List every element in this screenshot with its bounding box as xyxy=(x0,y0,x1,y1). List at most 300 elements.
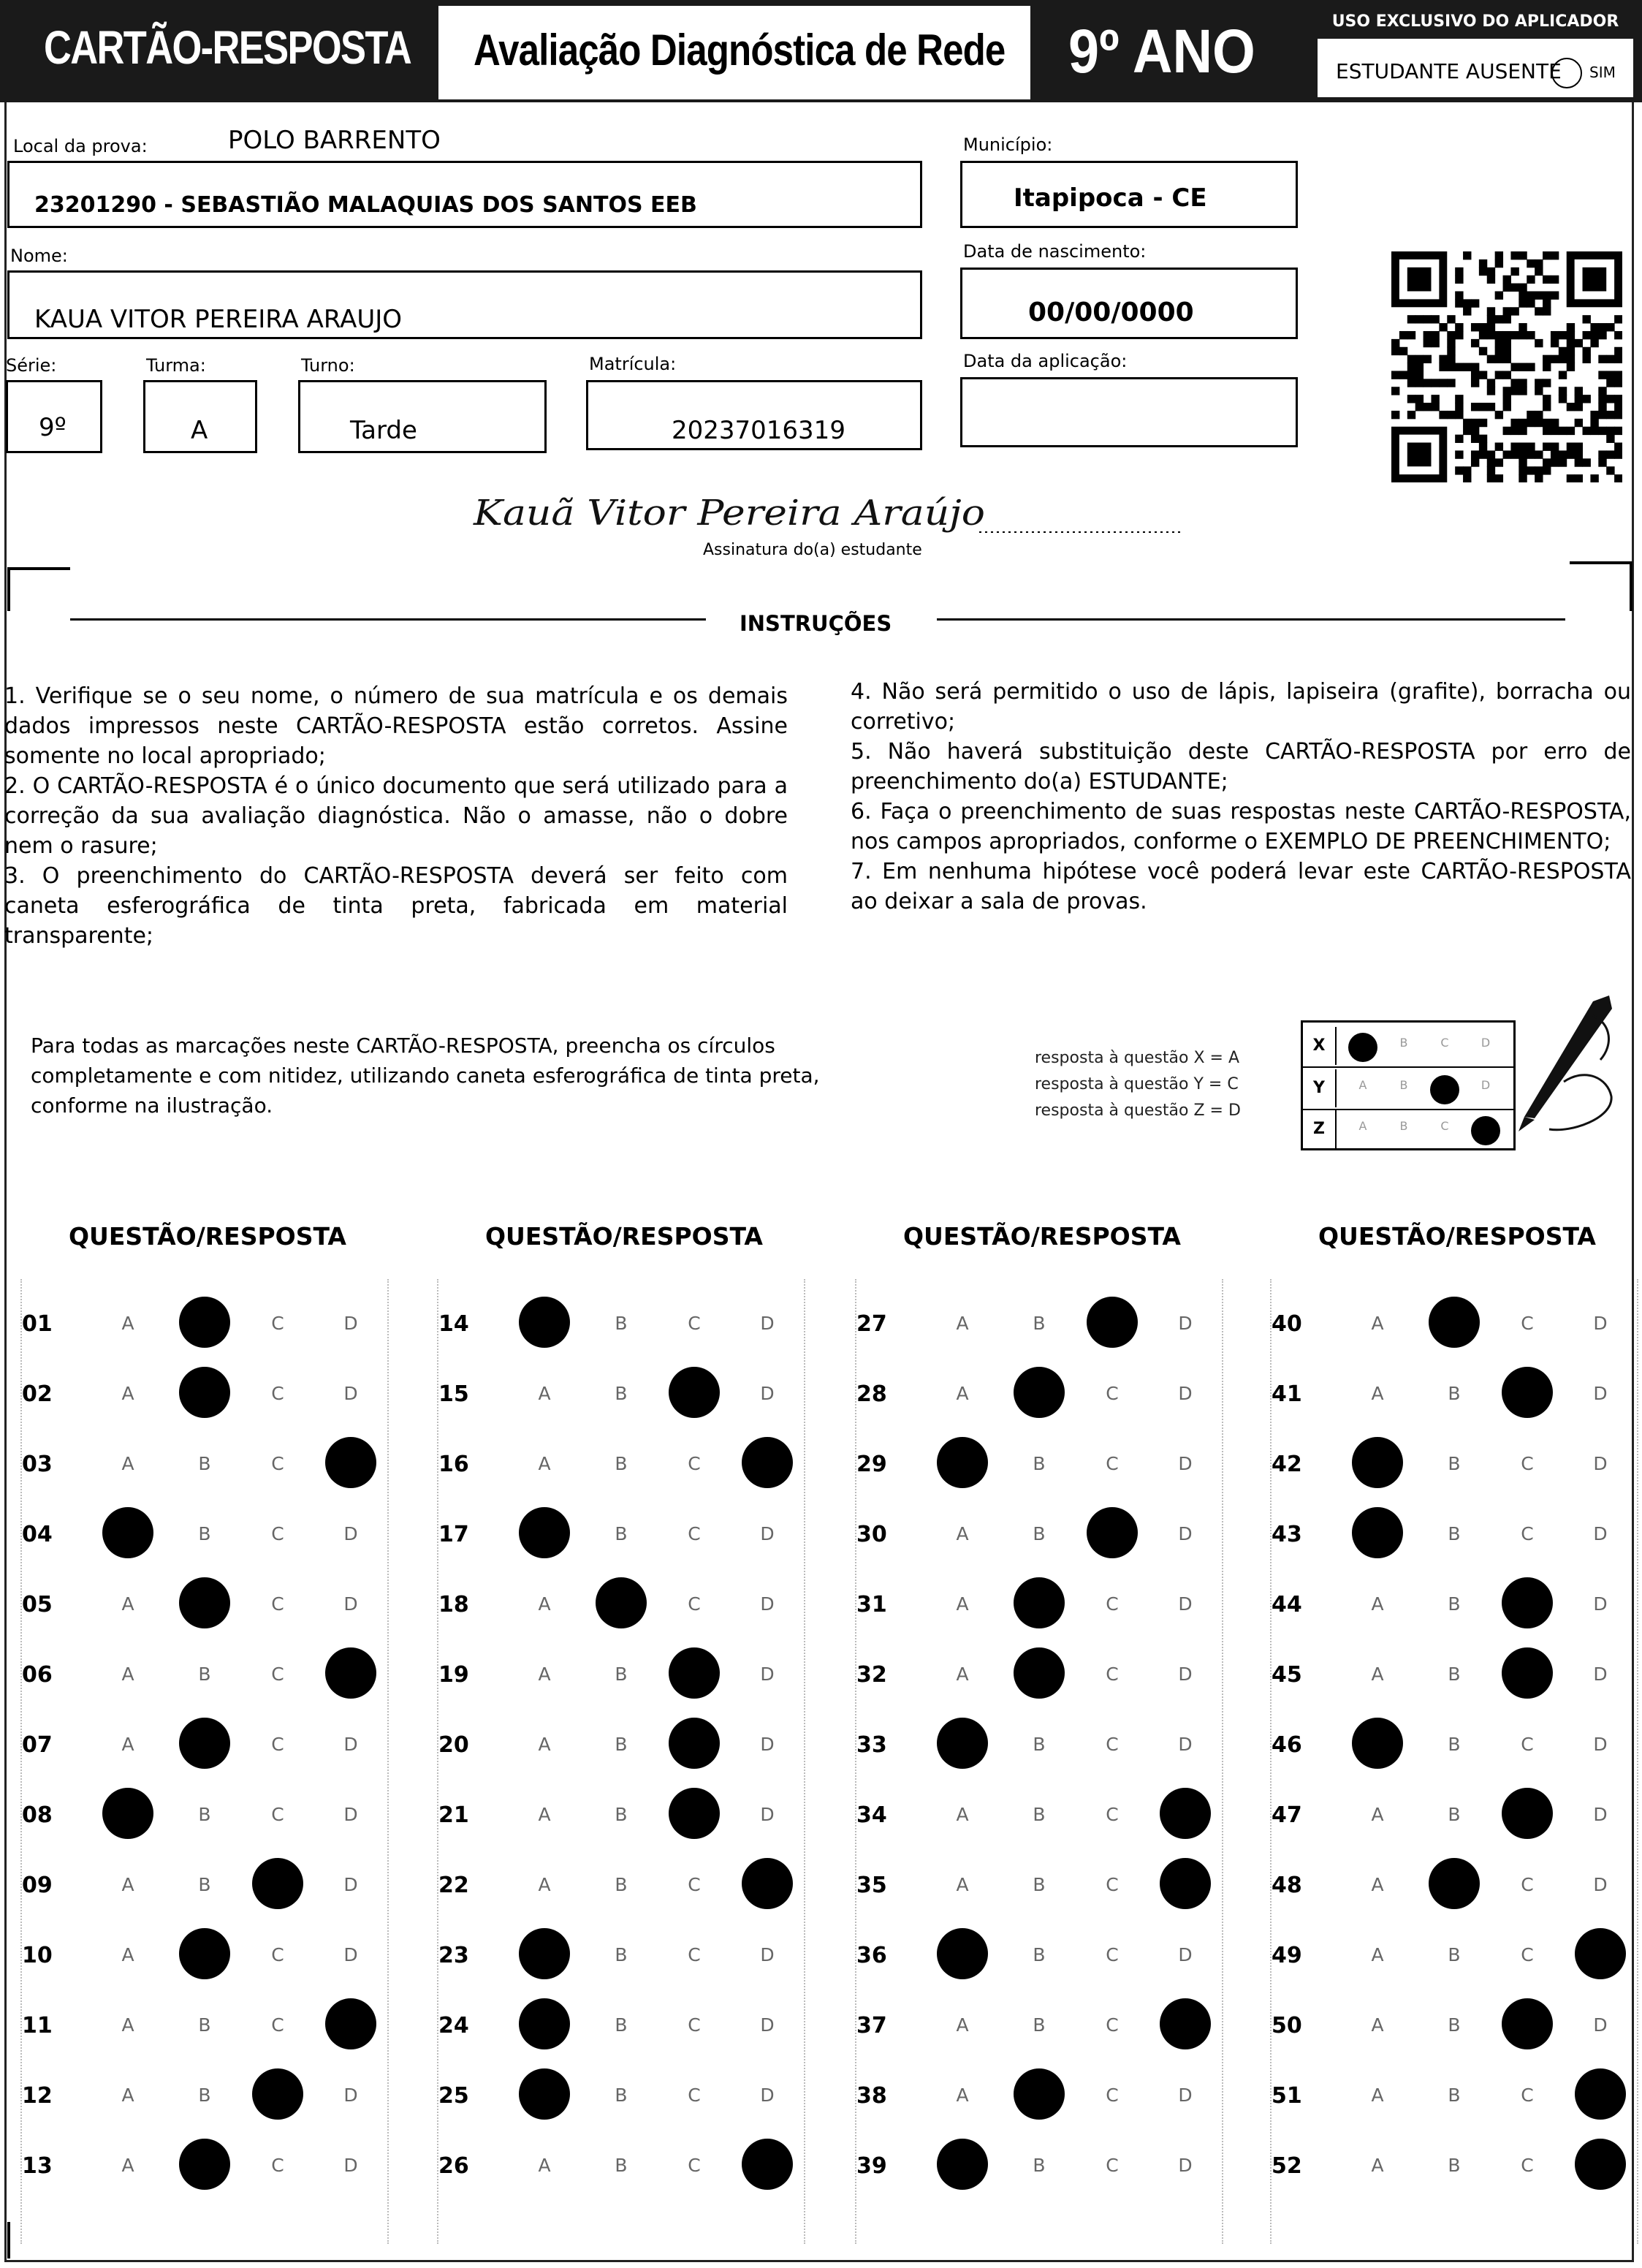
answer-bubble[interactable]: C xyxy=(271,1734,284,1755)
answer-bubble[interactable]: C xyxy=(688,1453,701,1474)
answer-bubble[interactable]: A xyxy=(121,1664,134,1685)
answer-bubble[interactable]: A xyxy=(956,1383,969,1404)
answer-bubble[interactable]: A xyxy=(538,1874,551,1895)
question-number: 07 xyxy=(22,1732,53,1758)
answer-bubble[interactable]: C xyxy=(271,1523,284,1544)
answer-row xyxy=(22,2066,387,2124)
answer-bubble[interactable]: D xyxy=(1178,1313,1193,1334)
matricula-value: 20237016319 xyxy=(672,416,845,445)
filled-bubble[interactable] xyxy=(1014,1577,1065,1628)
answer-bubble[interactable]: C xyxy=(1521,1523,1534,1544)
instruction-item: 5. Não haverá substituição deste CARTÃO-RESPOSTA por erro de preenchimento do(a) ESTUDANTE; xyxy=(851,739,1631,794)
answer-bubble[interactable]: B xyxy=(1448,2014,1461,2036)
answer-bubble[interactable]: A xyxy=(538,1804,551,1825)
answer-bubble[interactable]: A xyxy=(538,2155,551,2176)
question-number: 29 xyxy=(856,1452,887,1477)
answer-bubble[interactable]: A xyxy=(1371,1664,1384,1685)
example-filled-bubble xyxy=(1348,1033,1377,1062)
answer-bubble[interactable]: B xyxy=(615,2014,628,2036)
answer-bubble[interactable]: B xyxy=(198,1523,211,1544)
answer-bubble[interactable]: B xyxy=(1033,2014,1046,2036)
answer-bubble[interactable]: C xyxy=(1106,2014,1119,2036)
school-value: 23201290 - SEBASTIÃO MALAQUIAS DOS SANTOS EEB xyxy=(34,192,697,218)
answer-bubble[interactable]: A xyxy=(121,2014,134,2036)
answer-row xyxy=(22,1855,387,1914)
answer-bubble[interactable]: B xyxy=(198,2085,211,2106)
answer-bubble[interactable]: C xyxy=(1106,1593,1119,1615)
answer-bubble[interactable]: D xyxy=(760,1593,775,1615)
answer-bubble[interactable]: A xyxy=(1371,1804,1384,1825)
answer-bubble[interactable]: C xyxy=(271,1593,284,1615)
answer-bubble[interactable]: D xyxy=(1593,1734,1608,1755)
answer-bubble[interactable]: B xyxy=(1448,1593,1461,1615)
filled-bubble[interactable] xyxy=(742,2139,793,2190)
answer-bubble[interactable]: C xyxy=(1521,1734,1534,1755)
nome-field xyxy=(7,270,922,339)
answer-bubble[interactable]: A xyxy=(956,1804,969,1825)
question-number: 34 xyxy=(856,1802,887,1828)
answer-bubble[interactable]: C xyxy=(1521,1313,1534,1334)
answer-bubble[interactable]: B xyxy=(615,1383,628,1404)
answer-row xyxy=(1272,1645,1637,1703)
answer-row xyxy=(1272,1364,1637,1422)
filled-bubble[interactable] xyxy=(937,2139,988,2190)
answer-bubble[interactable]: C xyxy=(1106,1944,1119,1965)
answer-bubble[interactable]: B xyxy=(1448,1944,1461,1965)
answer-bubble[interactable]: D xyxy=(760,1313,775,1334)
answer-bubble[interactable]: C xyxy=(271,1664,284,1685)
answer-bubble[interactable]: C xyxy=(271,1804,284,1825)
nome-label: Nome: xyxy=(10,246,68,266)
question-number: 45 xyxy=(1272,1662,1302,1688)
answer-bubble[interactable]: D xyxy=(1593,1453,1608,1474)
question-number: 23 xyxy=(438,1943,469,1968)
question-number: 14 xyxy=(438,1311,469,1337)
answer-row xyxy=(856,1645,1222,1703)
filled-bubble[interactable] xyxy=(669,1367,720,1418)
answer-row xyxy=(438,1925,804,1984)
answer-bubble[interactable]: A xyxy=(121,1313,134,1334)
filled-bubble[interactable] xyxy=(179,1718,230,1769)
instruction-item: 3. O preenchimento do CARTÃO-RESPOSTA deverá ser feito com caneta esferográfica de tinta preta, fabricada em material transparente; xyxy=(4,863,788,949)
filled-bubble[interactable] xyxy=(179,1577,230,1628)
filled-bubble[interactable] xyxy=(1575,1928,1626,1979)
filled-bubble[interactable] xyxy=(669,1788,720,1839)
answer-bubble[interactable]: C xyxy=(271,1313,284,1334)
filled-bubble[interactable] xyxy=(1429,1297,1480,1348)
answer-bubble[interactable]: D xyxy=(343,1804,358,1825)
instruction-item: 7. Em nenhuma hipótese você poderá levar este CARTÃO-RESPOSTA ao deixar a sala de provas. xyxy=(851,859,1631,914)
filled-bubble[interactable] xyxy=(1014,2068,1065,2120)
filled-bubble[interactable] xyxy=(742,1437,793,1488)
question-number: 08 xyxy=(22,1802,53,1828)
answer-bubble[interactable]: B xyxy=(1033,1523,1046,1544)
answer-bubble[interactable]: B xyxy=(615,1874,628,1895)
nome-value: KAUA VITOR PEREIRA ARAUJO xyxy=(34,305,403,334)
answer-bubble[interactable]: D xyxy=(1178,1664,1193,1685)
answer-bubble[interactable]: A xyxy=(121,1383,134,1404)
answer-row xyxy=(1272,1925,1637,1984)
answer-bubble[interactable]: C xyxy=(1521,1874,1534,1895)
filled-bubble[interactable] xyxy=(1352,1718,1403,1769)
answer-bubble[interactable]: B xyxy=(615,2155,628,2176)
answer-bubble[interactable]: A xyxy=(538,1593,551,1615)
answer-bubble[interactable]: D xyxy=(1593,1523,1608,1544)
answer-bubble[interactable]: B xyxy=(615,1313,628,1334)
answer-bubble[interactable]: A xyxy=(121,1944,134,1965)
answer-bubble[interactable]: D xyxy=(343,1593,358,1615)
answer-row xyxy=(438,1574,804,1633)
question-number: 39 xyxy=(856,2153,887,2179)
answer-bubble[interactable]: A xyxy=(956,1593,969,1615)
answer-row xyxy=(856,1855,1222,1914)
question-number: 10 xyxy=(22,1943,53,1968)
answer-bubble[interactable]: A xyxy=(121,1453,134,1474)
answer-bubble[interactable]: D xyxy=(343,1523,358,1544)
question-number: 44 xyxy=(1272,1592,1302,1617)
filled-bubble[interactable] xyxy=(1429,1858,1480,1909)
answer-bubble[interactable]: B xyxy=(1033,2155,1046,2176)
qr-code-icon xyxy=(1391,251,1622,482)
answer-bubble[interactable]: D xyxy=(343,2085,358,2106)
answer-bubble[interactable]: D xyxy=(760,1734,775,1755)
answer-bubble[interactable]: B xyxy=(615,1804,628,1825)
instructions-title: INSTRUÇÕES xyxy=(740,611,892,636)
answer-row xyxy=(1272,1434,1637,1493)
answer-bubble[interactable]: C xyxy=(271,2155,284,2176)
question-number: 43 xyxy=(1272,1522,1302,1547)
answer-bubble[interactable]: B xyxy=(1448,1664,1461,1685)
answer-bubble[interactable]: D xyxy=(343,1313,358,1334)
answer-bubble[interactable]: A xyxy=(121,1734,134,1755)
answer-bubble[interactable]: C xyxy=(1521,1453,1534,1474)
answer-bubble[interactable]: B xyxy=(615,1944,628,1965)
filled-bubble[interactable] xyxy=(937,1437,988,1488)
filled-bubble[interactable] xyxy=(742,1858,793,1909)
filled-bubble[interactable] xyxy=(1502,1367,1553,1418)
answer-row xyxy=(1272,2136,1637,2194)
answer-bubble[interactable]: D xyxy=(343,1734,358,1755)
answer-bubble[interactable]: D xyxy=(1178,2085,1193,2106)
example-text: Para todas as marcações neste CARTÃO-RESPOSTA, preencha os círculos completamente e com nitidez, utilizando caneta esferográfica de tinta preta, conforme na ilustração. xyxy=(31,1034,820,1118)
answer-bubble[interactable]: D xyxy=(343,1874,358,1895)
absent-label: ESTUDANTE AUSENTE xyxy=(1336,59,1562,83)
answer-bubble[interactable]: C xyxy=(1106,1664,1119,1685)
answer-row xyxy=(438,1785,804,1843)
signature-area xyxy=(468,482,1184,541)
answer-bubble[interactable]: B xyxy=(615,2085,628,2106)
example-option: D xyxy=(1481,1036,1491,1050)
question-number: 17 xyxy=(438,1522,469,1547)
answer-bubble[interactable]: A xyxy=(538,1453,551,1474)
local-value: POLO BARRENTO xyxy=(228,126,441,155)
answer-bubble[interactable]: D xyxy=(760,1523,775,1544)
filled-bubble[interactable] xyxy=(179,1297,230,1348)
answer-bubble[interactable]: C xyxy=(688,2155,701,2176)
answer-bubble[interactable]: D xyxy=(1178,1944,1193,1965)
filled-bubble[interactable] xyxy=(252,2068,303,2120)
answer-bubble[interactable]: A xyxy=(956,1664,969,1685)
instructions-rule-right xyxy=(937,618,1565,621)
answer-bubble[interactable]: B xyxy=(198,1804,211,1825)
answer-bubble[interactable]: A xyxy=(538,1383,551,1404)
serie-label: Série: xyxy=(6,355,57,376)
answer-bubble[interactable]: C xyxy=(1521,1944,1534,1965)
filled-bubble[interactable] xyxy=(1502,1998,1553,2049)
example-legend-item: resposta à questão X = A xyxy=(1035,1049,1240,1067)
filled-bubble[interactable] xyxy=(937,1718,988,1769)
filled-bubble[interactable] xyxy=(669,1718,720,1769)
answer-bubble[interactable]: B xyxy=(1033,1734,1046,1755)
answer-bubble[interactable]: A xyxy=(956,1313,969,1334)
answer-bubble[interactable]: B xyxy=(1448,2085,1461,2106)
filled-bubble[interactable] xyxy=(519,2068,570,2120)
answer-bubble[interactable]: D xyxy=(760,1944,775,1965)
question-number: 41 xyxy=(1272,1381,1302,1407)
answer-bubble[interactable]: D xyxy=(760,1664,775,1685)
answer-row xyxy=(856,2066,1222,2124)
filled-bubble[interactable] xyxy=(102,1788,153,1839)
answer-row xyxy=(856,1785,1222,1843)
answer-bubble[interactable]: B xyxy=(1033,1453,1046,1474)
answer-bubble[interactable]: B xyxy=(1033,1313,1046,1334)
answer-bubble[interactable]: D xyxy=(1593,2014,1608,2036)
answer-bubble[interactable]: C xyxy=(271,1453,284,1474)
answer-bubble[interactable]: C xyxy=(1521,2155,1534,2176)
answer-bubble[interactable]: D xyxy=(1593,1383,1608,1404)
answer-bubble[interactable]: C xyxy=(1106,1734,1119,1755)
question-number: 32 xyxy=(856,1662,887,1688)
instruction-item: 2. O CARTÃO-RESPOSTA é o único documento que será utilizado para a correção da sua avaliação diagnóstica. Não o amasse, não o dobre nem o rasure; xyxy=(4,773,788,859)
answer-bubble[interactable]: C xyxy=(688,1874,701,1895)
answer-row xyxy=(438,1995,804,2054)
answer-bubble[interactable]: A xyxy=(956,2085,969,2106)
serie-value: 9º xyxy=(39,413,66,442)
filled-bubble[interactable] xyxy=(1014,1367,1065,1418)
answer-bubble[interactable]: A xyxy=(1371,1874,1384,1895)
filled-bubble[interactable] xyxy=(1575,2068,1626,2120)
instruction-item: 6. Faça o preenchimento de suas respostas neste CARTÃO-RESPOSTA, nos campos apropriados, conforme o EXEMPLO DE PREENCHIMENTO; xyxy=(851,799,1631,854)
answer-bubble[interactable]: B xyxy=(198,1874,211,1895)
answer-bubble[interactable]: A xyxy=(1371,2085,1384,2106)
answer-bubble[interactable]: C xyxy=(1106,2155,1119,2176)
question-number: 15 xyxy=(438,1381,469,1407)
example-option: A xyxy=(1358,1078,1367,1092)
answer-bubble[interactable]: C xyxy=(1521,2085,1534,2106)
answer-bubble[interactable]: A xyxy=(956,2014,969,2036)
answer-bubble[interactable]: D xyxy=(1593,1593,1608,1615)
answer-bubble[interactable]: B xyxy=(1448,2155,1461,2176)
filled-bubble[interactable] xyxy=(1575,2139,1626,2190)
answer-bubble[interactable]: D xyxy=(1178,1383,1193,1404)
answer-bubble[interactable]: B xyxy=(198,2014,211,2036)
answer-bubble[interactable]: D xyxy=(1178,1593,1193,1615)
filled-bubble[interactable] xyxy=(325,1647,376,1699)
filled-bubble[interactable] xyxy=(519,1507,570,1558)
filled-bubble[interactable] xyxy=(519,1297,570,1348)
answer-bubble[interactable]: A xyxy=(956,1874,969,1895)
answer-bubble[interactable]: B xyxy=(1033,1804,1046,1825)
answer-bubble[interactable]: D xyxy=(760,1383,775,1404)
answer-bubble[interactable]: A xyxy=(121,2085,134,2106)
answer-bubble[interactable]: B xyxy=(1033,1874,1046,1895)
answer-bubble[interactable]: D xyxy=(1178,2155,1193,2176)
answer-bubble[interactable]: D xyxy=(343,2155,358,2176)
answer-bubble[interactable]: C xyxy=(688,1523,701,1544)
filled-bubble[interactable] xyxy=(596,1577,647,1628)
answer-bubble[interactable]: A xyxy=(1371,2014,1384,2036)
filled-bubble[interactable] xyxy=(1160,1998,1211,2049)
answer-bubble[interactable]: D xyxy=(1593,1804,1608,1825)
answer-bubble[interactable]: C xyxy=(271,1383,284,1404)
question-number: 33 xyxy=(856,1732,887,1758)
filled-bubble[interactable] xyxy=(1502,1647,1553,1699)
answer-bubble[interactable]: A xyxy=(538,1664,551,1685)
filled-bubble[interactable] xyxy=(102,1507,153,1558)
nascimento-value: 00/00/0000 xyxy=(1028,297,1194,327)
question-number: 30 xyxy=(856,1522,887,1547)
answer-bubble[interactable]: A xyxy=(1371,1313,1384,1334)
answer-row xyxy=(22,1645,387,1703)
answer-row xyxy=(856,1434,1222,1493)
answer-bubble[interactable]: C xyxy=(688,1944,701,1965)
question-number: 03 xyxy=(22,1452,53,1477)
filled-bubble[interactable] xyxy=(519,1928,570,1979)
answer-bubble[interactable]: B xyxy=(1448,1734,1461,1755)
answer-bubble[interactable]: D xyxy=(760,2085,775,2106)
answer-bubble[interactable]: C xyxy=(271,2014,284,2036)
filled-bubble[interactable] xyxy=(1087,1507,1138,1558)
answer-bubble[interactable]: C xyxy=(1106,1453,1119,1474)
turma-field xyxy=(143,380,257,453)
example-legend xyxy=(1035,1045,1241,1124)
answer-bubble[interactable]: C xyxy=(271,1944,284,1965)
filled-bubble[interactable] xyxy=(1087,1297,1138,1348)
filled-bubble[interactable] xyxy=(1014,1647,1065,1699)
question-number: 52 xyxy=(1272,2153,1302,2179)
question-number: 35 xyxy=(856,1873,887,1898)
answer-bubble[interactable]: D xyxy=(343,1383,358,1404)
answer-bubble[interactable]: C xyxy=(688,1313,701,1334)
question-number: 49 xyxy=(1272,1943,1302,1968)
question-number: 01 xyxy=(22,1311,53,1337)
filled-bubble[interactable] xyxy=(519,1998,570,2049)
question-number: 37 xyxy=(856,2013,887,2038)
filled-bubble[interactable] xyxy=(1352,1437,1403,1488)
answer-row xyxy=(22,1294,387,1352)
answer-bubble[interactable]: D xyxy=(1178,1734,1193,1755)
answer-bubble[interactable]: B xyxy=(1033,1944,1046,1965)
filled-bubble[interactable] xyxy=(1502,1577,1553,1628)
answer-bubble[interactable]: C xyxy=(688,2085,701,2106)
filled-bubble[interactable] xyxy=(325,1437,376,1488)
question-number: 25 xyxy=(438,2083,469,2109)
answer-bubble[interactable]: D xyxy=(760,2014,775,2036)
answer-bubble[interactable]: C xyxy=(1106,1383,1119,1404)
answer-bubble[interactable]: A xyxy=(121,1874,134,1895)
example-option: C xyxy=(1440,1119,1449,1133)
turno-field xyxy=(298,380,547,453)
answer-bubble[interactable]: B xyxy=(615,1453,628,1474)
filled-bubble[interactable] xyxy=(325,1998,376,2049)
corner-mark-right xyxy=(1570,561,1633,611)
answer-bubble[interactable]: A xyxy=(956,1523,969,1544)
filled-bubble[interactable] xyxy=(179,1367,230,1418)
answer-bubble[interactable]: A xyxy=(1371,1383,1384,1404)
answer-bubble[interactable]: C xyxy=(1106,1804,1119,1825)
answer-bubble[interactable]: D xyxy=(1593,1664,1608,1685)
answer-bubble[interactable]: D xyxy=(1178,1523,1193,1544)
answer-bubble[interactable]: B xyxy=(1448,1453,1461,1474)
answer-row xyxy=(1272,1715,1637,1773)
answer-bubble[interactable]: D xyxy=(1593,1874,1608,1895)
question-number: 12 xyxy=(22,2083,53,2109)
question-number: 19 xyxy=(438,1662,469,1688)
answer-bubble[interactable]: D xyxy=(1593,1313,1608,1334)
answer-row xyxy=(1272,1785,1637,1843)
aplicacao-field xyxy=(960,377,1298,447)
answer-bubble[interactable]: C xyxy=(1106,1874,1119,1895)
filled-bubble[interactable] xyxy=(1160,1858,1211,1909)
question-number: 21 xyxy=(438,1802,469,1828)
question-number: 47 xyxy=(1272,1802,1302,1828)
turma-value: A xyxy=(191,416,208,445)
answer-bubble[interactable]: B xyxy=(615,1664,628,1685)
signature-caption: Assinatura do(a) estudante xyxy=(703,541,922,559)
answer-bubble[interactable]: D xyxy=(1178,1453,1193,1474)
answer-bubble[interactable]: B xyxy=(198,1453,211,1474)
answer-bubble[interactable]: D xyxy=(760,1804,775,1825)
answer-bubble[interactable]: C xyxy=(688,1593,701,1615)
aplicacao-label: Data da aplicação: xyxy=(963,351,1128,371)
filled-bubble[interactable] xyxy=(669,1647,720,1699)
answer-bubble[interactable]: A xyxy=(538,1734,551,1755)
answer-bubble[interactable]: B xyxy=(1448,1804,1461,1825)
answer-row xyxy=(22,2136,387,2194)
answer-bubble[interactable]: A xyxy=(1371,1944,1384,1965)
card-title: CARTÃO-RESPOSTA xyxy=(44,21,411,74)
answer-bubble[interactable]: C xyxy=(688,2014,701,2036)
answer-bubble[interactable]: A xyxy=(121,2155,134,2176)
filled-bubble[interactable] xyxy=(1352,1507,1403,1558)
answer-bubble[interactable]: B xyxy=(198,1664,211,1685)
example-option: B xyxy=(1399,1078,1408,1092)
answer-row xyxy=(856,1925,1222,1984)
answer-row xyxy=(1272,1574,1637,1633)
filled-bubble[interactable] xyxy=(179,1928,230,1979)
answer-row xyxy=(438,1364,804,1422)
answer-bubble[interactable]: C xyxy=(1106,2085,1119,2106)
question-number: 27 xyxy=(856,1311,887,1337)
answer-bubble[interactable]: B xyxy=(1448,1383,1461,1404)
answer-bubble[interactable]: A xyxy=(121,1593,134,1615)
answer-bubble[interactable]: B xyxy=(615,1523,628,1544)
filled-bubble[interactable] xyxy=(1502,1788,1553,1839)
example-row-label: Z xyxy=(1303,1110,1337,1148)
absent-checkbox[interactable] xyxy=(1551,58,1582,88)
answer-bubble[interactable]: A xyxy=(1371,1593,1384,1615)
answer-bubble[interactable]: B xyxy=(615,1734,628,1755)
answer-bubble[interactable]: D xyxy=(343,1944,358,1965)
answer-bubble[interactable]: B xyxy=(1448,1523,1461,1544)
svg-text:Kauã Vitor Pereira Araújo: Kauã Vitor Pereira Araújo xyxy=(472,493,985,534)
municipio-label: Município: xyxy=(963,134,1053,155)
answer-bubble[interactable]: A xyxy=(1371,2155,1384,2176)
filled-bubble[interactable] xyxy=(252,1858,303,1909)
filled-bubble[interactable] xyxy=(1160,1788,1211,1839)
filled-bubble[interactable] xyxy=(179,2139,230,2190)
filled-bubble[interactable] xyxy=(937,1928,988,1979)
